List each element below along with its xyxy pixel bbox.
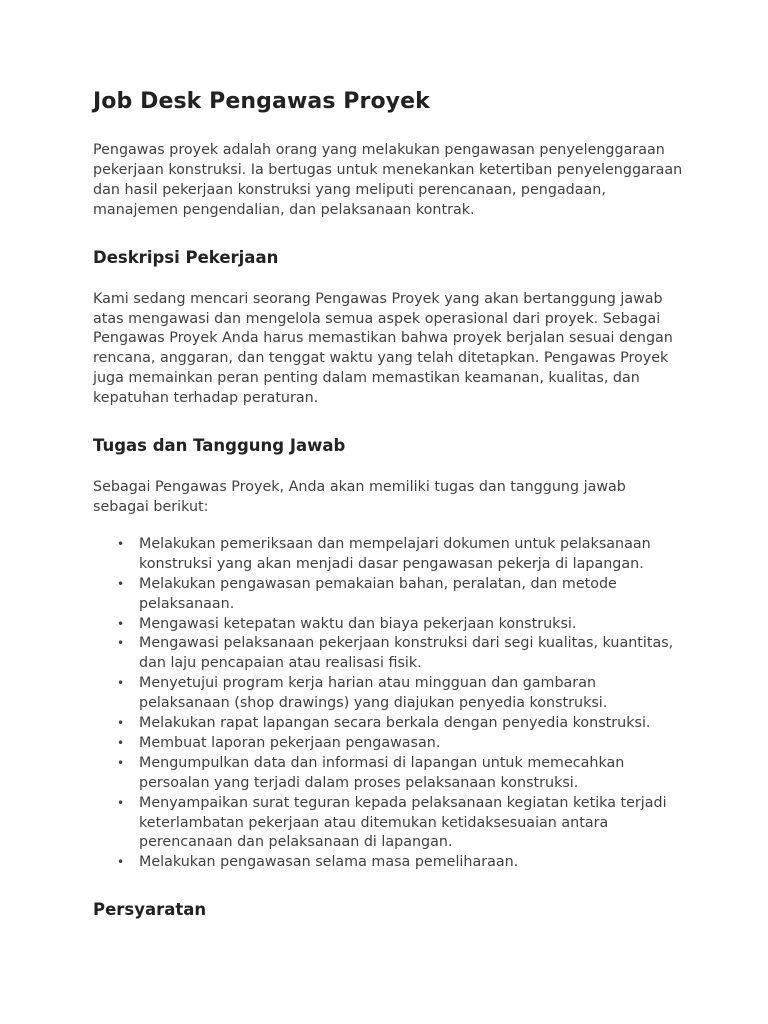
list-item xyxy=(93,575,683,615)
list-item xyxy=(93,615,683,635)
bullet-icon: • xyxy=(117,716,125,731)
list-item-text: Melakukan rapat lapangan secara berkala dengan penyedia konstruksi. xyxy=(139,715,651,732)
list-item-text: Melakukan pengawasan pemakaian bahan, peralatan, dan metode pelaksanaan. xyxy=(139,575,617,612)
list-item-text: Menyetujui program kerja harian atau mingguan dan gambaran pelaksanaan (shop drawings) yang diajukan penyedia konstruksi. xyxy=(139,675,608,712)
list-item xyxy=(93,754,683,794)
section-heading-deskripsi: Deskripsi Pekerjaan xyxy=(93,247,279,267)
section-heading-tugas: Tugas dan Tanggung Jawab xyxy=(93,436,346,456)
intro-paragraph: Pengawas proyek adalah orang yang melakukan pengawasan penyelenggaraan pekerjaan konstruksi. Ia bertugas untuk menekankan ketertiban penyelenggaraan dan hasil pekerjaan konstruksi yang meliputi perencanaan, pengadaan, manajemen pengendalian, dan pelaksanaan kontrak. xyxy=(93,142,683,218)
section-body-tugas: Sebagai Pengawas Proyek, Anda akan memiliki tugas dan tanggung jawab sebagai berikut: xyxy=(93,479,626,515)
bullet-icon: • xyxy=(117,676,125,691)
bullet-icon: • xyxy=(117,735,125,750)
document-title: Job Desk Pengawas Proyek xyxy=(93,89,430,114)
bullet-icon: • xyxy=(117,536,125,551)
section-body-deskripsi: Kami sedang mencari seorang Pengawas Proyek yang akan bertanggung jawab atas mengawasi dan mengelola semua aspek operasional dari proyek. Sebagai Pengawas Proyek Anda harus memastikan bahwa proyek berjalan sesuai dengan rencana, anggaran, dan tenggat waktu yang telah ditetapkan. Pengawas Proyek juga memainkan peran penting dalam memastikan keamanan, kualitas, dan kepatuhan terhadap peraturan. xyxy=(93,290,673,407)
bullet-icon: • xyxy=(117,755,125,770)
list-item xyxy=(93,674,683,714)
bullet-icon: • xyxy=(117,795,125,810)
list-item-text: Melakukan pemeriksaan dan mempelajari dokumen untuk pelaksanaan konstruksi yang akan menjadi dasar pengawasan pekerja di lapangan. xyxy=(139,535,651,572)
list-item xyxy=(93,853,683,873)
list-item-text: Mengumpulkan data dan informasi di lapangan untuk memecahkan persoalan yang terjadi dalam proses pelaksanaan konstruksi. xyxy=(139,754,625,791)
list-item-text: Mengawasi ketepatan waktu dan biaya pekerjaan konstruksi. xyxy=(139,615,577,632)
list-item xyxy=(93,634,683,674)
list-item xyxy=(93,794,683,854)
bullet-icon: • xyxy=(117,636,125,651)
document-page xyxy=(93,86,683,922)
list-item xyxy=(93,734,683,754)
list-item-text: Melakukan pengawasan selama masa pemeliharaan. xyxy=(139,854,519,871)
list-item-text: Menyampaikan surat teguran kepada pelaksanaan kegiatan ketika terjadi keterlambatan pekerjaan atau ditemukan ketidaksesuaian antara perencanaan dan pelaksanaan di lapangan. xyxy=(139,794,667,851)
bullet-icon: • xyxy=(117,616,125,631)
list-item-text: Membuat laporan pekerjaan pengawasan. xyxy=(139,734,441,751)
bullet-icon: • xyxy=(117,576,125,591)
duties-list xyxy=(93,535,683,873)
list-item xyxy=(93,535,683,575)
bullet-icon: • xyxy=(117,855,125,870)
list-item-text: Mengawasi pelaksanaan pekerjaan konstruksi dari segi kualitas, kuantitas, dan laju pencapaian atau realisasi fisik. xyxy=(139,635,674,672)
section-heading-persyaratan: Persyaratan xyxy=(93,900,207,920)
list-item xyxy=(93,714,683,734)
